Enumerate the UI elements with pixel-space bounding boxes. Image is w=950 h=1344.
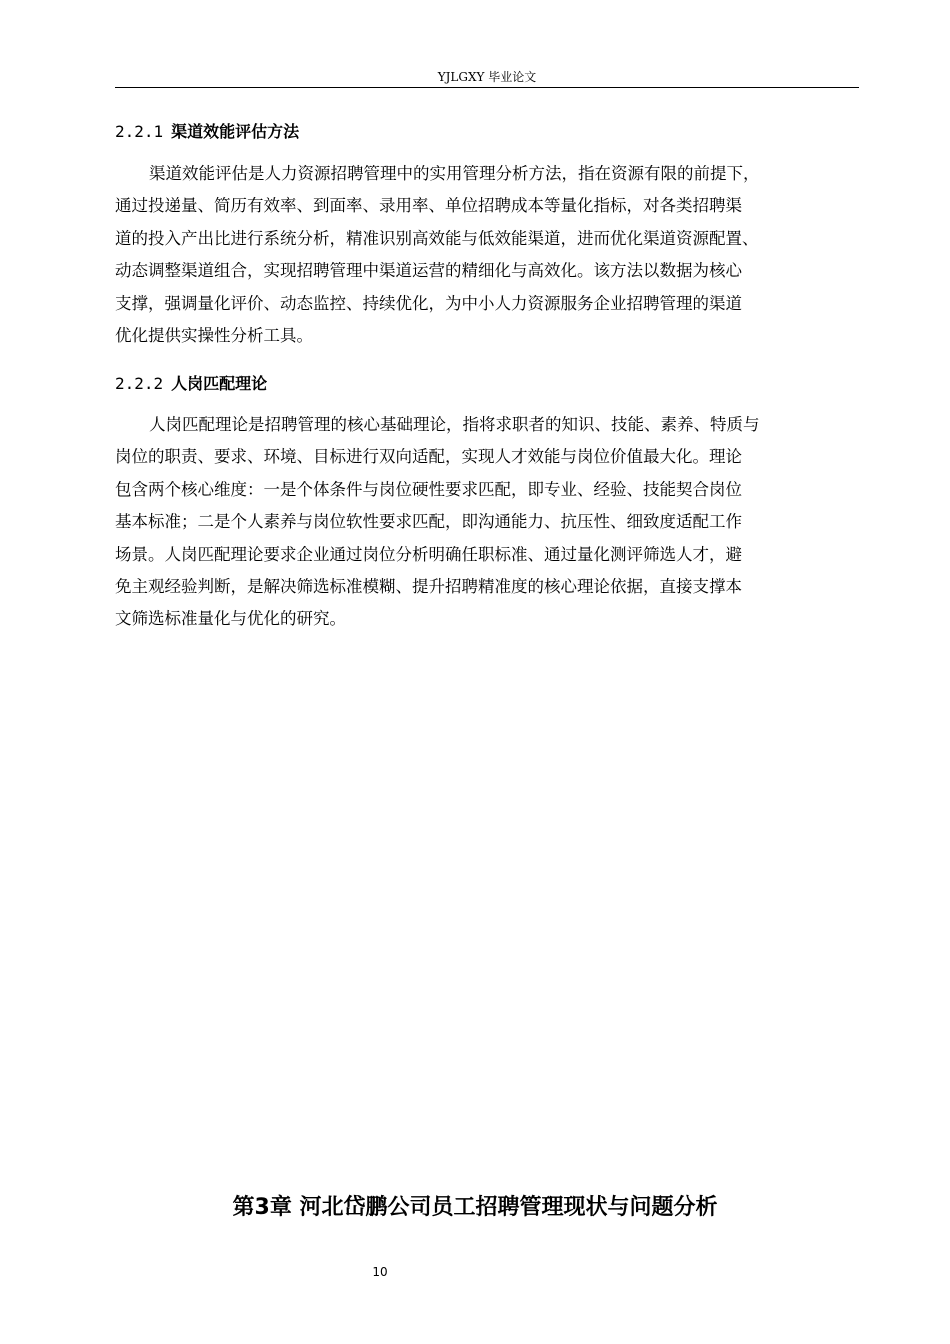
page-number: 10 xyxy=(372,1265,388,1279)
section-number: 2.2.2 xyxy=(115,374,164,393)
paragraph-line: 基本标准；二是个人素养与岗位软性要求匹配，即沟通能力、抗压性、细致度适配工作 xyxy=(115,512,742,532)
paragraph-line: 渠道效能评估是人力资源招聘管理中的实用管理分析方法，指在资源有限的前提下， xyxy=(149,164,760,183)
paragraph-line: 通过投递量、简历有效率、到面率、录用率、单位招聘成本等量化指标，对各类招聘渠 xyxy=(115,196,742,216)
section-heading-2-2-2 xyxy=(115,373,267,395)
page-header: YJLGXY 毕业论文 xyxy=(437,70,537,84)
paragraph-channel-efficiency xyxy=(115,158,875,352)
header-divider xyxy=(115,87,859,88)
paragraph-line: 岗位的职责、要求、环境、目标进行双向适配，实现人才效能与岗位价值最大化。理论 xyxy=(115,447,742,467)
paragraph-line: 优化提供实操性分析工具。 xyxy=(115,325,313,345)
paragraph-line: 道的投入产出比进行系统分析，精准识别高效能与低效能渠道，进而优化渠道资源配置、 xyxy=(115,228,759,248)
section-heading-2-2-1 xyxy=(115,121,299,143)
paragraph-line: 文筛选标准量化与优化的研究。 xyxy=(115,609,346,629)
paragraph-line: 支撑，强调量化评价、动态监控、持续优化，为中小人力资源服务企业招聘管理的渠道 xyxy=(115,293,742,313)
paragraph-line: 包含两个核心维度：一是个体条件与岗位硬性要求匹配，即专业、经验、技能契合岗位 xyxy=(115,479,742,499)
chapter-title: 第3章 河北岱鹏公司员工招聘管理现状与问题分析 xyxy=(232,1195,718,1220)
section-number: 2.2.1 xyxy=(115,122,164,141)
paragraph-line: 动态调整渠道组合，实现招聘管理中渠道运营的精细化与高效化。该方法以数据为核心 xyxy=(115,261,742,281)
paragraph-line: 免主观经验判断，是解决筛选标准模糊、提升招聘精准度的核心理论依据，直接支撑本 xyxy=(115,576,742,596)
section-title: 渠道效能评估方法 xyxy=(171,122,300,141)
paragraph-line: 人岗匹配理论是招聘管理的核心基础理论，指将求职者的知识、技能、素养、特质与 xyxy=(149,415,760,434)
paragraph-line: 场景。人岗匹配理论要求企业通过岗位分析明确任职标准、通过量化测评筛选人才，避 xyxy=(115,544,742,564)
section-title: 人岗匹配理论 xyxy=(171,374,268,393)
paragraph-person-job-fit xyxy=(115,409,875,636)
